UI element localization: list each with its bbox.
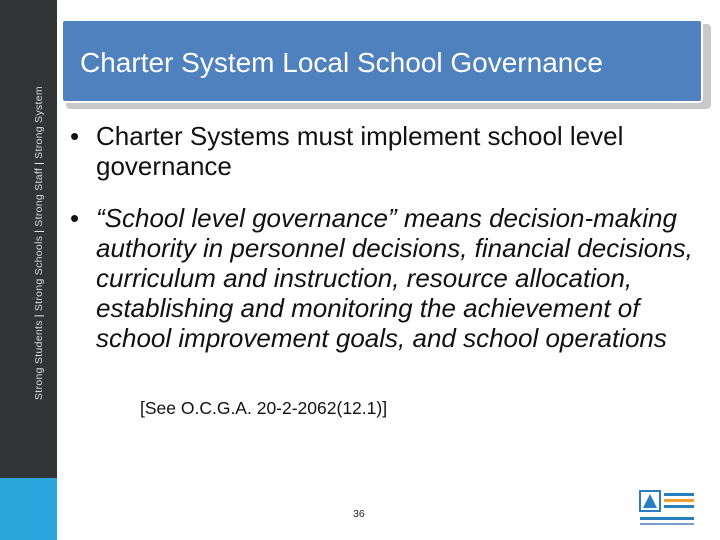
vertical-tagline: [33, 86, 45, 400]
bullet-item: [70, 203, 700, 353]
page-number: 36: [353, 508, 365, 520]
tagline-separator: |: [33, 161, 45, 165]
tagline-strong-system: Strong System: [33, 86, 45, 159]
bullet-item: [70, 121, 700, 181]
bullet-text: Charter Systems must implement school level governance: [96, 121, 624, 181]
sidebar: [0, 0, 57, 540]
tagline-separator: |: [33, 229, 45, 233]
tagline-separator: |: [33, 314, 45, 318]
tagline-strong-students: Strong Students: [33, 320, 45, 400]
sidebar-accent-block: [0, 478, 57, 540]
bullet-list: [70, 121, 700, 353]
tagline-strong-staff: Strong Staff: [33, 167, 45, 227]
school-building-logo-icon: [638, 489, 698, 529]
bullet-text: “School level governance” means decision-making authority in personnel decisions, financial decisions, curriculum and instruction, resource allocation, establishing and monitoring the achievement of school improvement goals, and school operations: [96, 203, 693, 353]
tagline-strong-schools: Strong Schools: [33, 235, 45, 312]
bullet-marker: •: [70, 121, 80, 151]
slide-title: Charter System Local School Governance: [80, 47, 603, 78]
bullet-marker: •: [70, 203, 80, 233]
legal-citation: [See O.C.G.A. 20-2-2062(12.1)]: [140, 398, 388, 418]
